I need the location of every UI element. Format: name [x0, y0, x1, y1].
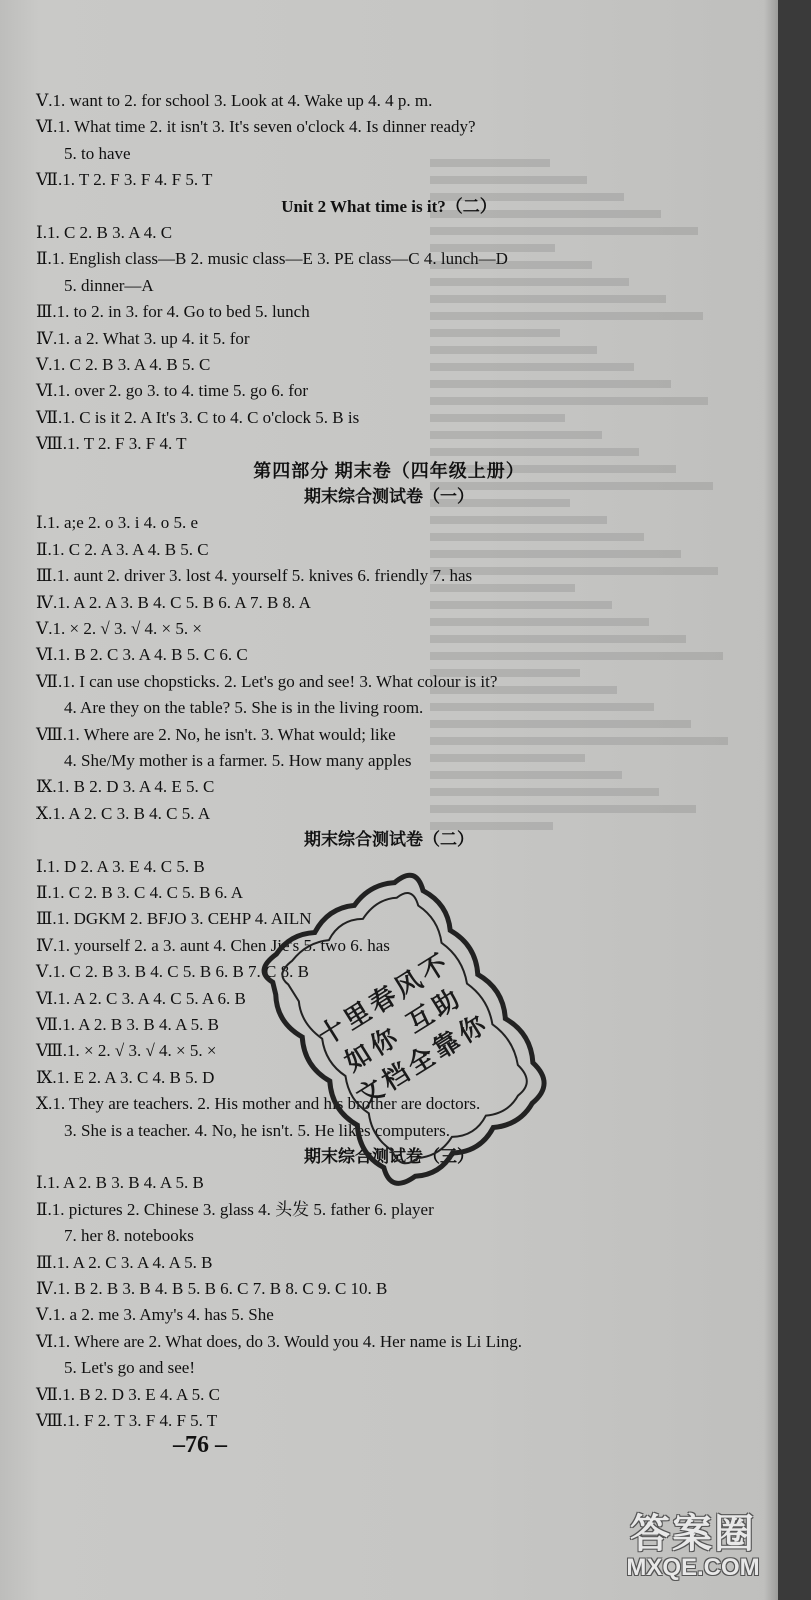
section-heading: Unit 2 What time is it?（二） [281, 196, 497, 216]
answer-line: Ⅳ.1. yourself 2. a 3. aunt 4. Chen Jie's 5. two 6. has [36, 935, 390, 955]
answer-line: Ⅲ.1. to 2. in 3. for 4. Go to bed 5. lunch [36, 302, 310, 322]
answer-line: Ⅷ.1. T 2. F 3. F 4. T [36, 434, 187, 454]
answer-line: 4. Are they on the table? 5. She is in the living room. [64, 698, 424, 718]
section-heading: 期末综合测试卷（二） [304, 830, 474, 850]
answer-line: Ⅹ.1. They are teachers. 2. His mother and his brother are doctors. [36, 1094, 481, 1114]
answer-line: Ⅷ.1. F 2. T 3. F 4. F 5. T [36, 1411, 218, 1430]
answer-line: Ⅶ.1. T 2. F 3. F 4. F 5. T [36, 170, 213, 190]
answer-line: Ⅲ.1. DGKM 2. BFJO 3. CEHP 4. AILN [36, 909, 312, 929]
answer-line: Ⅶ.1. I can use chopsticks. 2. Let's go and see! 3. What colour is it? [36, 671, 498, 691]
answer-line: Ⅰ.1. a;e 2. o 3. i 4. o 5. e [36, 513, 199, 533]
answer-line: Ⅷ.1. × 2. √ 3. √ 4. × 5. × [36, 1041, 217, 1061]
answer-line: Ⅵ.1. B 2. C 3. A 4. B 5. C 6. C [36, 645, 248, 665]
answer-line: Ⅳ.1. a 2. What 3. up 4. it 5. for [36, 328, 250, 348]
answer-line: 5. Let's go and see! [64, 1358, 195, 1378]
answer-line: Ⅴ.1. C 2. B 3. B 4. C 5. B 6. B 7. C 8. B [36, 962, 309, 982]
section-heading: 第四部分 期末卷（四年级上册） [253, 460, 525, 481]
answer-line: Ⅳ.1. A 2. A 3. B 4. C 5. B 6. A 7. B 8. A [36, 592, 311, 612]
answer-line: Ⅰ.1. D 2. A 3. E 4. C 5. B [36, 856, 205, 876]
answer-line: 5. to have [64, 143, 131, 163]
answer-line: Ⅴ.1. C 2. B 3. A 4. B 5. C [36, 355, 211, 374]
answer-line: Ⅶ.1. C is it 2. A It's 3. C to 4. C o'clock 5. B is [36, 407, 360, 427]
answer-line: Ⅶ.1. B 2. D 3. E 4. A 5. C [36, 1384, 220, 1404]
answer-line: 5. dinner—A [64, 275, 154, 295]
answer-line: Ⅹ.1. A 2. C 3. B 4. C 5. A [36, 803, 211, 823]
logo-wordmark: 答案圈 [630, 1511, 756, 1557]
watermark-logo [618, 1502, 768, 1590]
answer-line: Ⅵ.1. Where are 2. What does, do 3. Would you 4. Her name is Li Ling. [36, 1331, 522, 1351]
answer-line: Ⅰ.1. A 2. B 3. B 4. A 5. B [36, 1173, 204, 1193]
answer-line: Ⅵ.1. over 2. go 3. to 4. time 5. go 6. for [36, 381, 309, 401]
answer-line: Ⅰ.1. C 2. B 3. A 4. C [36, 223, 173, 242]
answer-line: Ⅵ.1. What time 2. it isn't 3. It's seven o'clock 4. Is dinner ready? [36, 117, 476, 137]
answer-line: Ⅱ.1. English class—B 2. music class—E 3. PE class—C 4. lunch—D [36, 249, 508, 269]
answer-line: Ⅴ.1. want to 2. for school 3. Look at 4. Wake up 4. 4 p. m. [36, 91, 433, 110]
answer-line: Ⅴ.1. a 2. me 3. Amy's 4. has 5. She [36, 1305, 274, 1325]
answer-line: Ⅷ.1. Where are 2. No, he isn't. 3. What would; like [36, 724, 396, 744]
answer-line: Ⅳ.1. B 2. B 3. B 4. B 5. B 6. C 7. B 8. C 9. C 10. B [36, 1279, 388, 1298]
answer-line: Ⅸ.1. E 2. A 3. C 4. B 5. D [36, 1067, 215, 1087]
answer-line: Ⅱ.1. pictures 2. Chinese 3. glass 4. 头发 5. father 6. player [36, 1199, 434, 1219]
answer-line: Ⅶ.1. A 2. B 3. B 4. A 5. B [36, 1015, 220, 1034]
logo-url: MXQE.COM [626, 1554, 760, 1581]
section-heading: 期末综合测试卷（三） [304, 1147, 474, 1166]
answer-line: Ⅴ.1. × 2. √ 3. √ 4. × 5. × [36, 619, 202, 638]
page-number: –76 – [173, 1432, 227, 1458]
answer-line: Ⅵ.1. A 2. C 3. A 4. C 5. A 6. B [36, 988, 246, 1008]
answer-line: 7. her 8. notebooks [64, 1226, 194, 1246]
stamp-text: 十里春风不如你 互助文档全靠你 [313, 947, 495, 1114]
answer-line: Ⅱ.1. C 2. A 3. A 4. B 5. C [36, 539, 209, 559]
answer-line: Ⅲ.1. A 2. C 3. A 4. A 5. B [36, 1252, 213, 1272]
answer-line: 3. She is a teacher. 4. No, he isn't. 5. He likes computers. [64, 1120, 450, 1140]
answer-line: 4. She/My mother is a farmer. 5. How many apples [64, 751, 412, 770]
section-heading: 期末综合测试卷（一） [304, 487, 474, 506]
answer-line: Ⅲ.1. aunt 2. driver 3. lost 4. yourself 5. knives 6. friendly 7. has [36, 566, 473, 586]
answer-line: Ⅱ.1. C 2. B 3. C 4. C 5. B 6. A [36, 883, 244, 902]
answer-line: Ⅸ.1. B 2. D 3. A 4. E 5. C [36, 777, 215, 797]
